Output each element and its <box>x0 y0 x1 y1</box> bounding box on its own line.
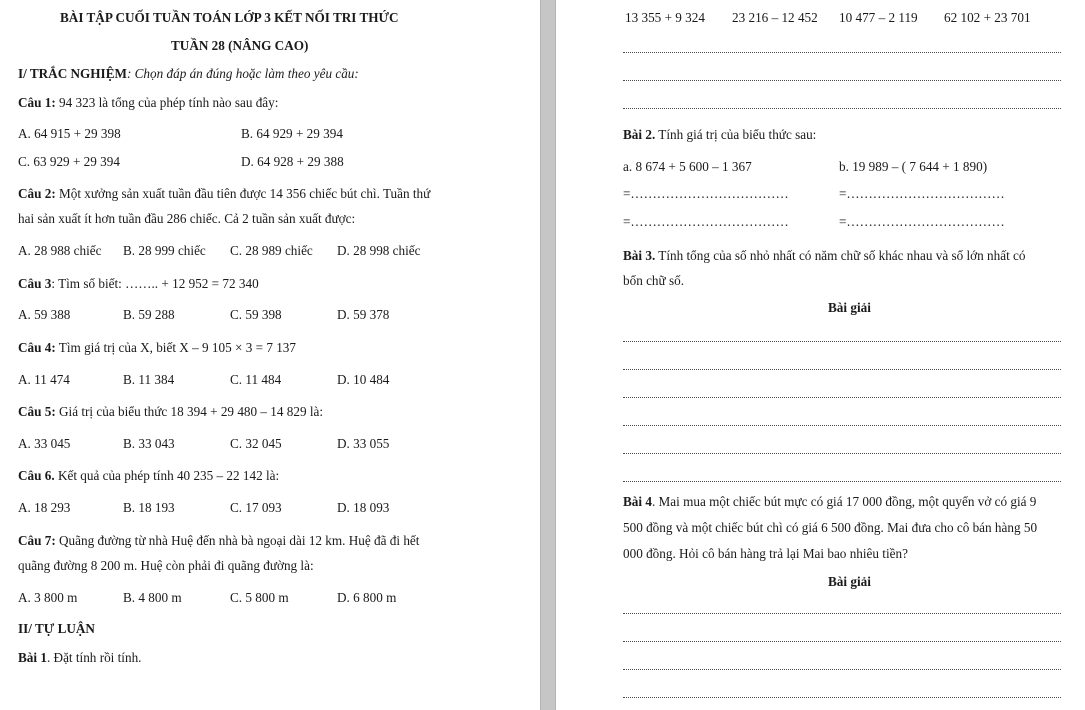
question-label: Câu 2: <box>18 186 56 201</box>
q2-option-c: C. 28 989 chiếc <box>230 243 313 258</box>
left-page <box>0 0 540 710</box>
question-text: Một xưởng sản xuất tuần đầu tiên được 14 356 chiếc bút chì. Tuần thứ <box>55 186 431 201</box>
question-4 <box>18 340 296 356</box>
q3-option-b: B. 59 288 <box>123 307 175 322</box>
question-text: Tìm giá trị của X, biết X – 9 105 × 3 = 7 137 <box>55 340 296 355</box>
answer-line <box>623 108 1061 109</box>
q6-option-b: B. 18 193 <box>123 500 175 515</box>
answer-line <box>623 481 1061 482</box>
page-gutter <box>540 0 556 710</box>
q5-option-c: C. 32 045 <box>230 436 282 451</box>
bai3-heading <box>623 248 1025 264</box>
q6-option-d: D. 18 093 <box>337 500 390 515</box>
q5-option-d: D. 33 055 <box>337 436 390 451</box>
answer-line <box>623 641 1061 642</box>
answer-line <box>623 669 1061 670</box>
q7-option-a: A. 3 800 m <box>18 590 78 605</box>
bai2-expression-a: a. 8 674 + 5 600 – 1 367 <box>623 159 752 174</box>
question-text: : Tìm số biết: …….. + 12 952 = 72 340 <box>51 276 259 291</box>
bai3-text: Tính tổng của số nhỏ nhất có năm chữ số khác nhau và số lớn nhất có <box>655 248 1026 263</box>
answer-line <box>623 613 1061 614</box>
bai2-b-step2: =……………………………… <box>839 214 1005 229</box>
section2-heading: II/ TỰ LUẬN <box>18 621 95 636</box>
answer-line <box>623 80 1061 81</box>
q6-option-a: A. 18 293 <box>18 500 71 515</box>
q3-option-c: C. 59 398 <box>230 307 282 322</box>
answer-line <box>623 397 1061 398</box>
q2-option-d: D. 28 998 chiếc <box>337 243 421 258</box>
bai2-a-step1: =……………………………… <box>623 186 789 201</box>
bai4-text: . Mai mua một chiếc bút mực có giá 17 000 đồng, một quyển vở có giá 9 <box>651 494 1037 509</box>
bai4-text-line3: 000 đồng. Hỏi cô bán hàng trả lại Mai bao nhiêu tiền? <box>623 546 908 561</box>
question-label: Câu 6. <box>18 468 55 483</box>
q1-option-a: A. 64 915 + 29 398 <box>18 126 121 141</box>
section1-heading <box>18 66 359 82</box>
q4-option-a: A. 11 474 <box>18 372 70 387</box>
operation-2: 23 216 – 12 452 <box>732 10 818 25</box>
q1-option-c: C. 63 929 + 29 394 <box>18 154 120 169</box>
bai4-text-line2: 500 đồng và một chiếc bút chì có giá 6 500 đồng. Mai đưa cho cô bán hàng 50 <box>623 520 1038 535</box>
q7-option-d: D. 6 800 m <box>337 590 397 605</box>
bai4-label: Bài 4 <box>623 494 652 509</box>
question-1 <box>18 95 278 111</box>
bai1-label: Bài 1 <box>18 650 47 665</box>
answer-line <box>623 341 1061 342</box>
worksheet-subtitle: TUẦN 28 (NÂNG CAO) <box>171 38 309 53</box>
question-text: Giá trị của biểu thức 18 394 + 29 480 – 14 829 là: <box>55 404 324 419</box>
answer-line <box>623 52 1061 53</box>
question-text: Kết quả của phép tính 40 235 – 22 142 là: <box>54 468 280 483</box>
question-text: Quãng đường từ nhà Huệ đến nhà bà ngoại dài 12 km. Huệ đã đi hết <box>55 533 420 548</box>
q2-option-b: B. 28 999 chiếc <box>123 243 206 258</box>
question-7 <box>18 533 419 549</box>
section1-prefix: I/ TRẮC NGHIỆM <box>18 66 127 81</box>
q1-option-b: B. 64 929 + 29 394 <box>241 126 343 141</box>
q3-option-a: A. 59 388 <box>18 307 71 322</box>
bai3-label: Bài 3. <box>623 248 656 263</box>
q4-option-c: C. 11 484 <box>230 372 282 387</box>
question-label: Câu 1: <box>18 95 56 110</box>
q1-option-d: D. 64 928 + 29 388 <box>241 154 344 169</box>
right-page <box>556 0 1085 710</box>
q5-option-a: A. 33 045 <box>18 436 71 451</box>
worksheet-title: BÀI TẬP CUỐI TUẦN TOÁN LỚP 3 KẾT NỐI TRI THỨC <box>60 10 399 25</box>
question-label: Câu 7: <box>18 533 56 548</box>
q6-option-c: C. 17 093 <box>230 500 282 515</box>
question-7-line2: quãng đường 8 200 m. Huệ còn phải đi quãng đường là: <box>18 558 314 573</box>
q3-option-d: D. 59 378 <box>337 307 390 322</box>
bai3-solution-heading: Bài giải <box>828 300 871 315</box>
question-2-line2: hai sản xuất ít hơn tuần đầu 286 chiếc. Cả 2 tuần sản xuất được: <box>18 211 356 226</box>
bai2-expression-b: b. 19 989 – ( 7 644 + 1 890) <box>839 159 988 174</box>
question-label: Câu 5: <box>18 404 56 419</box>
operation-4: 62 102 + 23 701 <box>944 10 1031 25</box>
q4-option-d: D. 10 484 <box>337 372 390 387</box>
bai2-heading <box>623 127 816 143</box>
q7-option-c: C. 5 800 m <box>230 590 289 605</box>
question-label: Câu 3 <box>18 276 52 291</box>
bai1-text: . Đặt tính rồi tính. <box>46 650 142 665</box>
operation-3: 10 477 – 2 119 <box>839 10 918 25</box>
section1-instruction: : Chọn đáp án đúng hoặc làm theo yêu cầu: <box>126 66 359 81</box>
answer-line <box>623 425 1061 426</box>
q4-option-b: B. 11 384 <box>123 372 175 387</box>
bai2-b-step1: =……………………………… <box>839 186 1005 201</box>
q7-option-b: B. 4 800 m <box>123 590 182 605</box>
question-3 <box>18 276 259 292</box>
question-text: 94 323 là tổng của phép tính nào sau đây: <box>55 95 279 110</box>
bai4-solution-heading: Bài giải <box>828 574 871 589</box>
q2-option-a: A. 28 988 chiếc <box>18 243 102 258</box>
bai2-text: Tính giá trị của biểu thức sau: <box>655 127 817 142</box>
question-label: Câu 4: <box>18 340 56 355</box>
bai2-label: Bài 2. <box>623 127 656 142</box>
operation-1: 13 355 + 9 324 <box>625 10 705 25</box>
question-2 <box>18 186 430 202</box>
bai3-text-line2: bốn chữ số. <box>623 273 684 288</box>
question-6 <box>18 468 279 484</box>
bai1-heading <box>18 650 141 666</box>
answer-line <box>623 697 1061 698</box>
q5-option-b: B. 33 043 <box>123 436 175 451</box>
answer-line <box>623 453 1061 454</box>
bai4-heading <box>623 494 1036 510</box>
bai2-a-step2: =……………………………… <box>623 214 789 229</box>
question-5 <box>18 404 323 420</box>
answer-line <box>623 369 1061 370</box>
